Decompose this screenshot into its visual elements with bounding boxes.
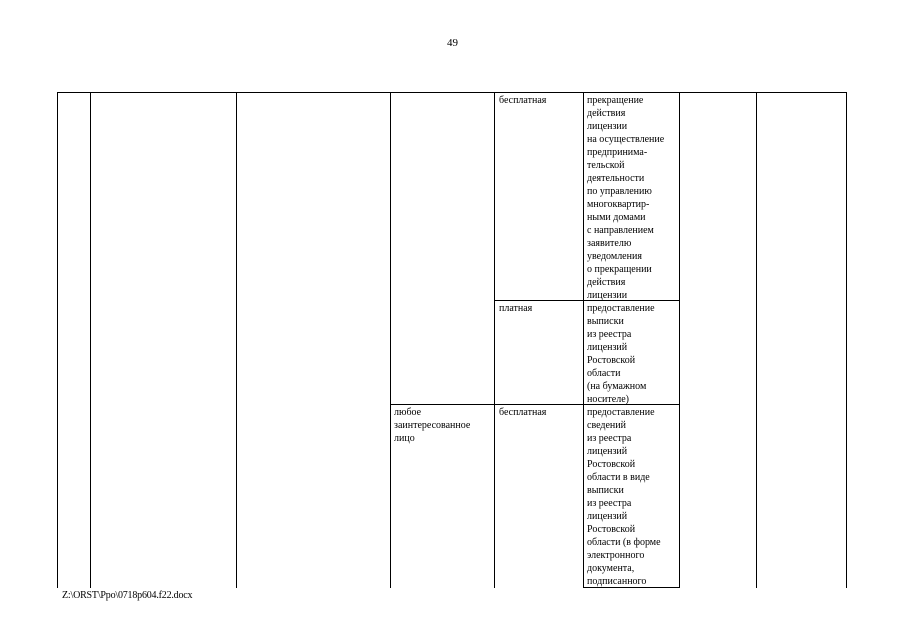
fee-cell-3: бесплатная: [499, 407, 547, 418]
fee-cell-2: платная: [499, 303, 533, 314]
service-cell-1: прекращение действия лицензии на осуществление предпринима- тельской деятельности по управлению многоквартир- ными домами с направлением заявителю уведомления о прекращении действия лицензии: [587, 95, 665, 301]
footer-file-path: Z:\ORST\Ppo\0718p604.f22.docx: [62, 590, 193, 601]
applicant-cell-3: любое заинтересованное лицо: [394, 407, 471, 444]
service-cell-3: предоставление сведений из реестра лицензий Ростовской области в виде выписки из реестра лицензий Ростовской области (в форме электронного документа, подписанного: [587, 407, 661, 587]
service-cell-2: предоставление выписки из реестра лицензий Ростовской области (на бумажном носителе): [587, 303, 655, 405]
fee-cell-1: бесплатная: [499, 95, 547, 106]
page-number: 49: [447, 37, 458, 49]
